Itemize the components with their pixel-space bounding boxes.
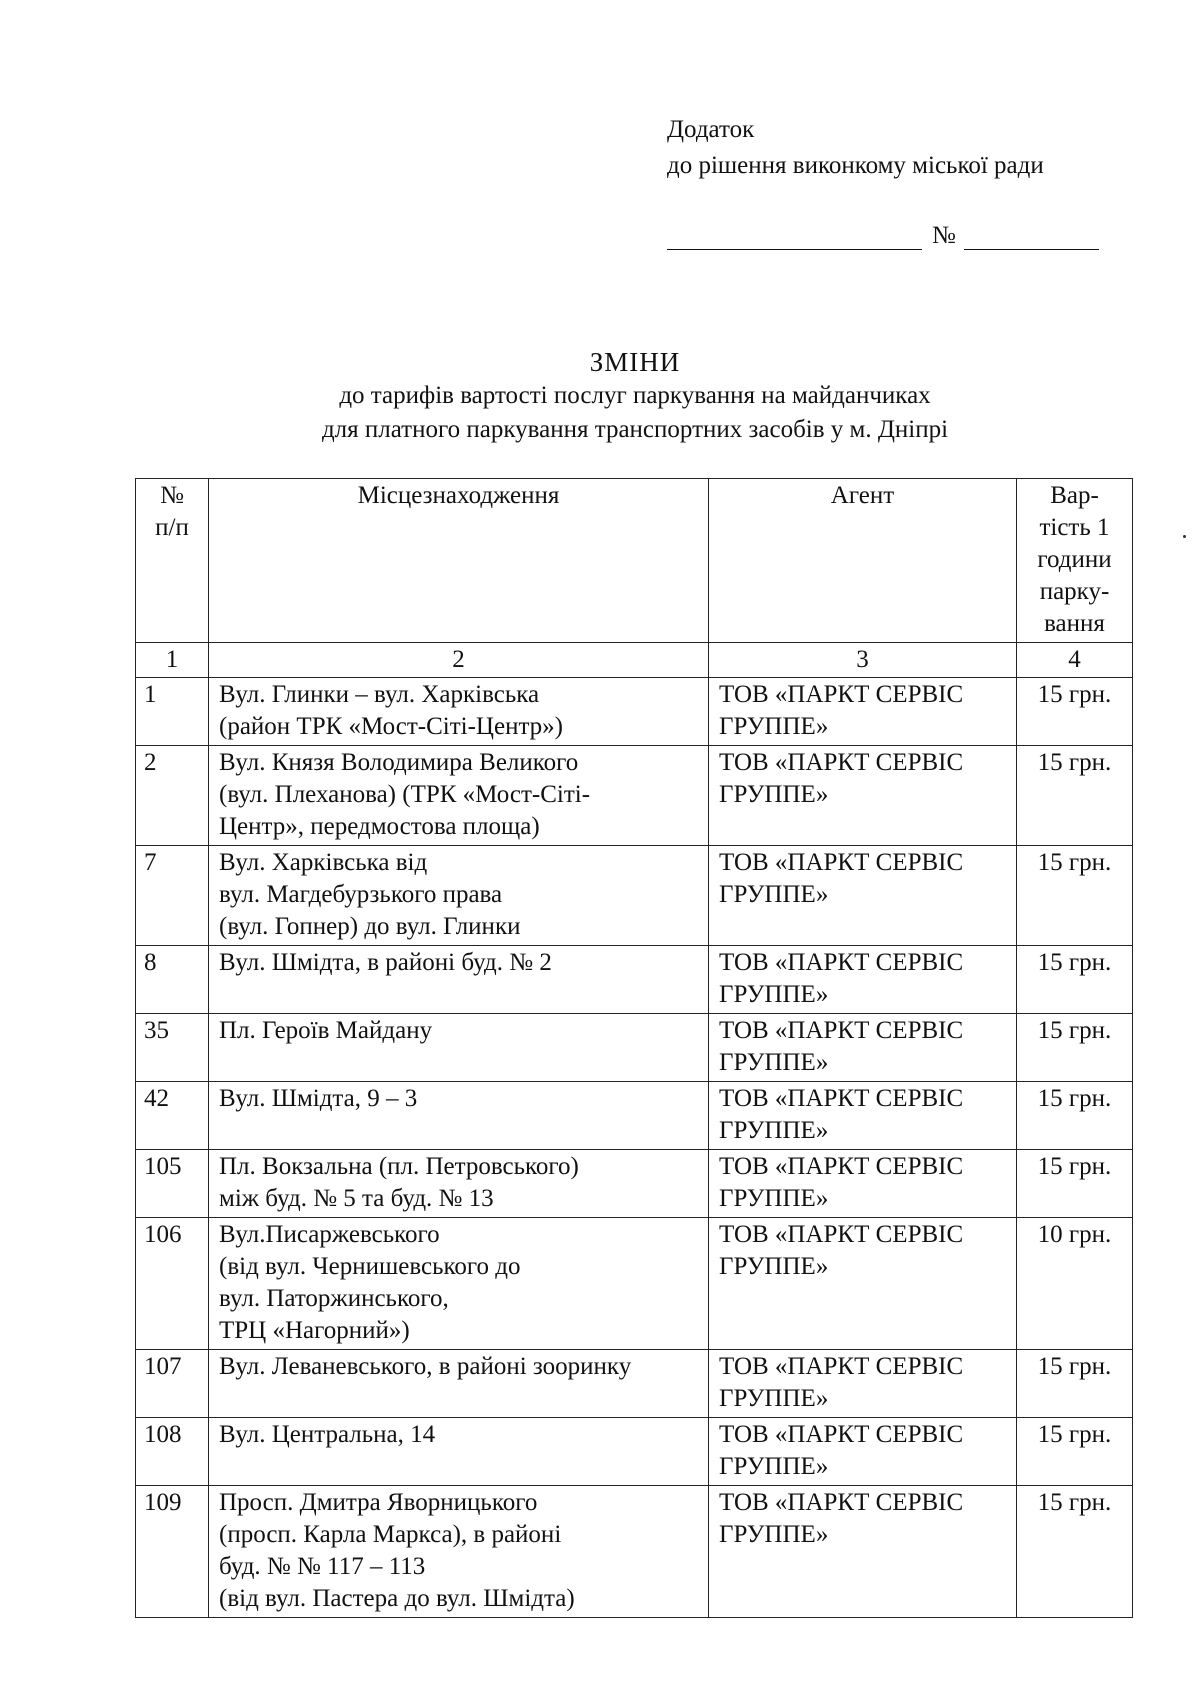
document-title [0, 345, 1200, 447]
appendix-title: Додаток [667, 116, 755, 143]
row-agent: ТОВ «ПАРКТ СЕРВІС ГРУППЕ» [709, 1150, 1017, 1218]
row-price: 15 грн. [1017, 1486, 1133, 1618]
row-number: 7 [136, 846, 209, 946]
row-location: Вул. Шмідта, в районі буд. № 2 [209, 946, 709, 1014]
table-row [136, 1014, 1133, 1082]
document-subtitle-line-1: до тарифів вартості послуг паркування на майданчиках [339, 382, 931, 409]
column-number-2: 2 [209, 643, 709, 678]
row-location: Просп. Дмитра Яворницького (просп. Карла Маркса), в районі буд. № № 117 – 113 (від вул. Пастера до вул. Шмідта) [209, 1486, 709, 1618]
appendix-subtitle: до рішення виконкому міської ради [667, 152, 1044, 179]
row-agent: ТОВ «ПАРКТ СЕРВІС ГРУППЕ» [709, 1014, 1017, 1082]
table-row [136, 846, 1133, 946]
row-agent: ТОВ «ПАРКТ СЕРВІС ГРУППЕ» [709, 678, 1017, 746]
row-agent: ТОВ «ПАРКТ СЕРВІС ГРУППЕ» [709, 746, 1017, 846]
table-row [136, 678, 1133, 746]
row-agent: ТОВ «ПАРКТ СЕРВІС ГРУППЕ» [709, 1218, 1017, 1350]
row-location: Вул. Центральна, 14 [209, 1418, 709, 1486]
row-number: 108 [136, 1418, 209, 1486]
decision-date-blank [667, 223, 922, 250]
column-number-4: 4 [1017, 643, 1133, 678]
row-number: 8 [136, 946, 209, 1014]
row-price: 15 грн. [1017, 746, 1133, 846]
row-location: Вул. Глинки – вул. Харківська (район ТРК «Мост-Сіті-Центр») [209, 678, 709, 746]
decision-number-blank [964, 223, 1099, 250]
row-price: 10 грн. [1017, 1218, 1133, 1350]
row-location: Пл. Вокзальна (пл. Петровського) між буд. № 5 та буд. № 13 [209, 1150, 709, 1218]
table-row [136, 746, 1133, 846]
column-number-1: 1 [136, 643, 209, 678]
tariff-table [135, 478, 1133, 1618]
row-number: 107 [136, 1350, 209, 1418]
row-location: Пл. Героїв Майдану [209, 1014, 709, 1082]
row-price: 15 грн. [1017, 678, 1133, 746]
table-body [136, 678, 1133, 1618]
row-price: 15 грн. [1017, 1150, 1133, 1218]
header-agent: Агент [709, 479, 1017, 643]
decision-number-row [667, 222, 1099, 250]
row-price: 15 грн. [1017, 1350, 1133, 1418]
table-row [136, 946, 1133, 1014]
row-agent: ТОВ «ПАРКТ СЕРВІС ГРУППЕ» [709, 1486, 1017, 1618]
row-price: 15 грн. [1017, 946, 1133, 1014]
row-location: Вул. Шмідта, 9 – 3 [209, 1082, 709, 1150]
row-agent: ТОВ «ПАРКТ СЕРВІС ГРУППЕ» [709, 1418, 1017, 1486]
document-heading: ЗМІНИ [589, 347, 681, 377]
row-number: 42 [136, 1082, 209, 1150]
row-agent: ТОВ «ПАРКТ СЕРВІС ГРУППЕ» [709, 1082, 1017, 1150]
header-price: Вар- тість 1 години парку- вання [1017, 479, 1133, 643]
row-number: 2 [136, 746, 209, 846]
row-location: Вул. Леваневського, в районі зооринку [209, 1350, 709, 1418]
row-number: 109 [136, 1486, 209, 1618]
table-row [136, 1418, 1133, 1486]
row-agent: ТОВ «ПАРКТ СЕРВІС ГРУППЕ» [709, 846, 1017, 946]
row-price: 15 грн. [1017, 1418, 1133, 1486]
column-number-3: 3 [709, 643, 1017, 678]
table-row [136, 1218, 1133, 1350]
appendix-block [667, 112, 1044, 184]
table-row [136, 1150, 1133, 1218]
row-location: Вул. Харківська від вул. Магдебурзького права (вул. Гопнер) до вул. Глинки [209, 846, 709, 946]
document-subtitle-line-2: для платного паркування транспортних засобів у м. Дніпрі [321, 416, 949, 443]
row-location: Вул.Писаржевського (від вул. Чернишевського до вул. Паторжинського, ТРЦ «Нагорний») [209, 1218, 709, 1350]
header-number: № п/п [136, 479, 209, 643]
row-number: 1 [136, 678, 209, 746]
column-number-row [136, 643, 1133, 678]
table-row [136, 1082, 1133, 1150]
row-number: 105 [136, 1150, 209, 1218]
number-sign: № [932, 222, 956, 249]
row-location: Вул. Князя Володимира Великого (вул. Плеханова) (ТРК «Мост-Сіті- Центр», передмостова площа) [209, 746, 709, 846]
header-location: Місцезнаходження [209, 479, 709, 643]
row-number: 35 [136, 1014, 209, 1082]
row-price: 15 грн. [1017, 846, 1133, 946]
row-price: 15 грн. [1017, 1082, 1133, 1150]
table-header-row [136, 479, 1133, 643]
scan-speck [1183, 535, 1186, 538]
row-number: 106 [136, 1218, 209, 1350]
row-agent: ТОВ «ПАРКТ СЕРВІС ГРУППЕ» [709, 1350, 1017, 1418]
table-row [136, 1350, 1133, 1418]
table-row [136, 1486, 1133, 1618]
row-price: 15 грн. [1017, 1014, 1133, 1082]
row-agent: ТОВ «ПАРКТ СЕРВІС ГРУППЕ» [709, 946, 1017, 1014]
